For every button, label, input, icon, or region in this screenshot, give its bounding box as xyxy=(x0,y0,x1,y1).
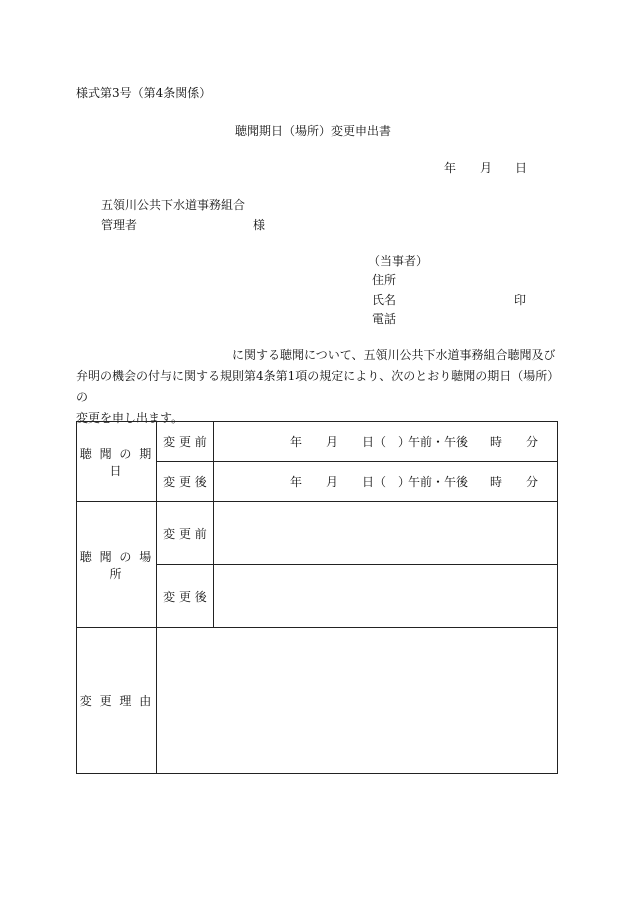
hearing-date-label: 聴 聞 の 期 日 xyxy=(77,422,157,502)
date-after-label: 変 更 後 xyxy=(157,462,214,502)
table-row xyxy=(77,502,558,565)
dt-month: 月 xyxy=(326,435,339,449)
dt-ampm: 午前・午後 xyxy=(408,435,469,449)
dt-hour: 時 xyxy=(490,475,503,489)
dt-minute: 分 xyxy=(526,435,539,449)
applicant-seal-label: 印 xyxy=(514,293,527,307)
recipient-organization: 五領川公共下水道事務組合 xyxy=(101,198,246,212)
place-after-label: 変 更 後 xyxy=(157,565,214,628)
applicant-address-label: 住所 xyxy=(372,273,397,287)
date-year-label: 年 xyxy=(444,161,457,175)
recipient-honorific: 様 xyxy=(253,218,266,232)
document-title: 聴聞期日（場所）変更申出書 xyxy=(235,124,392,138)
table-row xyxy=(77,422,558,462)
dt-day-weekday: 日（ ） xyxy=(362,475,411,489)
recipient-role: 管理者 xyxy=(101,218,138,232)
form-number: 様式第3号（第4条関係） xyxy=(76,86,212,100)
place-after-field[interactable] xyxy=(214,565,558,628)
dt-hour: 時 xyxy=(490,435,503,449)
statement-line-3: 変更を申し出ます。 xyxy=(76,411,184,425)
request-statement xyxy=(76,345,557,429)
hearing-place-label: 聴 聞 の 場 所 xyxy=(77,502,157,628)
change-reason-label: 変 更 理 由 xyxy=(77,628,157,774)
dt-year: 年 xyxy=(290,475,303,489)
date-before-field[interactable] xyxy=(214,422,558,462)
place-before-field[interactable] xyxy=(214,502,558,565)
date-month-label: 月 xyxy=(480,161,493,175)
statement-line-2: 弁明の機会の付与に関する規則第4条第1項の規定により、次のとおり聴聞の期日（場所）の xyxy=(76,369,554,404)
date-before-label: 変 更 前 xyxy=(157,422,214,462)
dt-minute: 分 xyxy=(526,475,539,489)
applicant-name-label: 氏名 xyxy=(372,293,397,307)
date-day-label: 日 xyxy=(515,161,528,175)
datetime-line xyxy=(214,462,557,501)
dt-year: 年 xyxy=(290,435,303,449)
change-request-table xyxy=(76,421,558,774)
date-after-field[interactable] xyxy=(214,462,558,502)
datetime-line xyxy=(214,422,557,461)
statement-line-1: に関する聴聞について、五領川公共下水道事務組合聴聞及び xyxy=(232,348,556,362)
change-reason-field[interactable] xyxy=(157,628,558,774)
dt-day-weekday: 日（ ） xyxy=(362,435,411,449)
place-before-label: 変 更 前 xyxy=(157,502,214,565)
dt-month: 月 xyxy=(326,475,339,489)
applicant-phone-label: 電話 xyxy=(372,312,397,326)
table-row xyxy=(77,628,558,774)
dt-ampm: 午前・午後 xyxy=(408,475,469,489)
applicant-heading: （当事者） xyxy=(368,254,429,268)
